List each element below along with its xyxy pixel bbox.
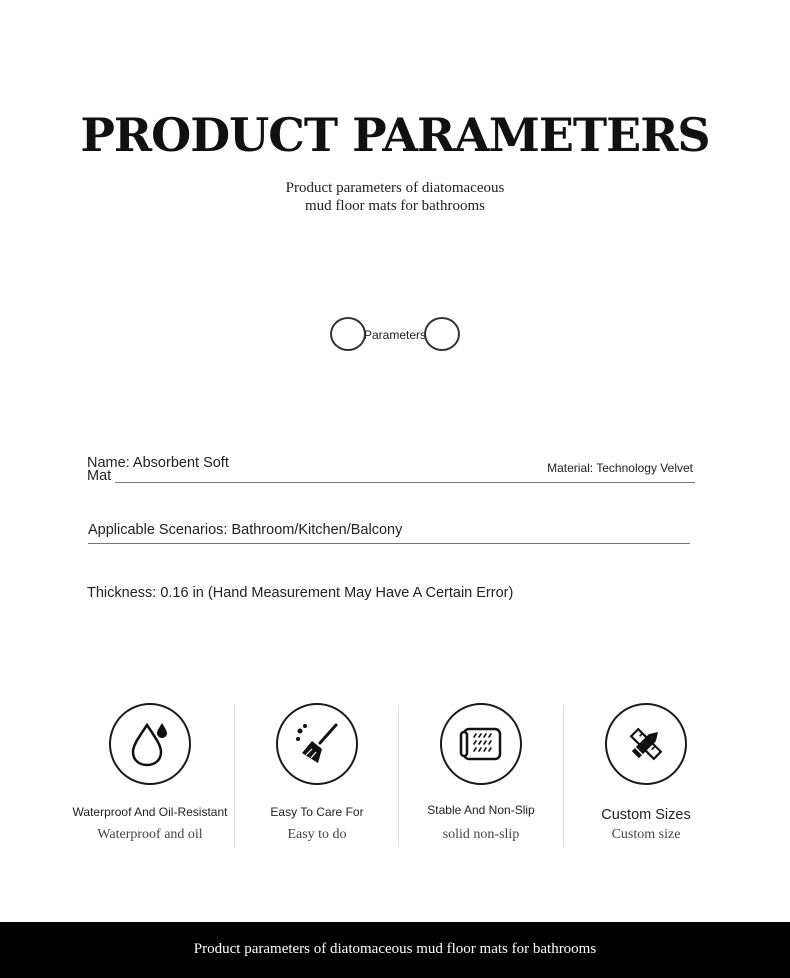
feature-name: Stable And Non-Slip [427, 803, 535, 817]
feature-subtitle: Waterproof and oil [97, 827, 203, 842]
feature-easy-care [234, 703, 400, 848]
feature-waterproof [67, 703, 233, 848]
feature-icon-circle [276, 703, 358, 785]
page-title: PRODUCT PARAMETERS [80, 108, 710, 162]
feature-icon-circle [605, 703, 687, 785]
feature-subtitle: Easy to do [287, 827, 347, 842]
subtitle-line-2: mud floor mats for bathrooms [305, 198, 485, 214]
feature-icon-circle [440, 703, 522, 785]
parameters-badge [326, 314, 464, 354]
feature-name: Easy To Care For [270, 805, 364, 819]
footer-text: Product parameters of diatomaceous mud floor mats for bathrooms [193, 941, 597, 957]
feature-name: Waterproof And Oil-Resistant [72, 805, 228, 819]
divider-line [115, 482, 695, 483]
subtitle-line-1: Product parameters of diatomaceous [285, 180, 505, 196]
divider-line [88, 543, 690, 544]
parameters-label: Parameters [363, 328, 427, 342]
feature-name: Custom Sizes [601, 807, 691, 823]
page-subtitle [0, 179, 790, 215]
spec-material: Material: Technology Velvet [547, 461, 693, 475]
ruler-pencil-icon [621, 719, 671, 769]
water-drop-icon [125, 719, 175, 769]
feature-non-slip [398, 703, 564, 848]
feature-custom-sizes [563, 703, 729, 848]
spec-name: Name: Absorbent Soft Mat [87, 455, 229, 484]
spec-thickness: Thickness: 0.16 in (Hand Measurement May Have A Certain Error) [87, 585, 514, 601]
feature-subtitle: Custom size [611, 827, 681, 842]
mat-icon [456, 719, 506, 769]
feature-icon-circle [109, 703, 191, 785]
spec-scenarios: Applicable Scenarios: Bathroom/Kitchen/Balcony [88, 522, 403, 538]
footer-bar [0, 922, 790, 978]
feature-subtitle: solid non-slip [442, 827, 520, 842]
broom-icon [292, 719, 342, 769]
